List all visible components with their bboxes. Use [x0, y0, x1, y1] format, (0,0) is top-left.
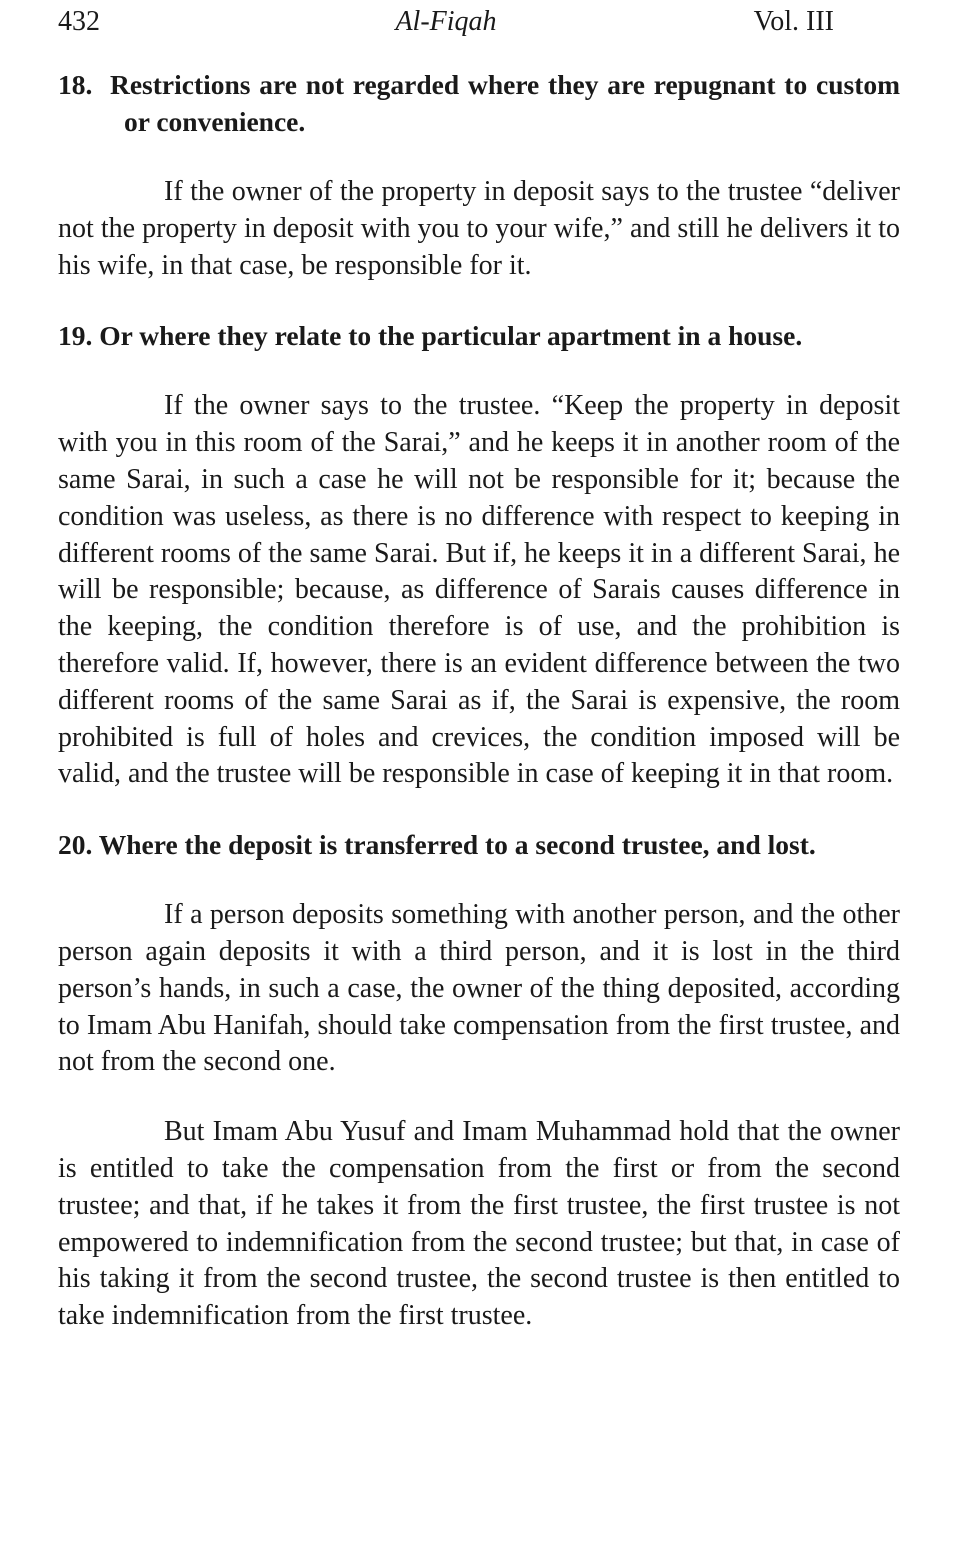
running-head	[58, 4, 834, 40]
paragraph: If a person deposits something with another person, and the other person again deposits it with a third person, and it is lost in the third person’s hands, in such a case, the owner of the thing deposited, according to Imam Abu Hanifah, should take compensation from the first trustee, and not from the second one.	[58, 899, 900, 1078]
paragraph: But Imam Abu Yusuf and Imam Muhammad hold that the owner is entitled to take the compensation from the first or from the second trustee; and that, if he takes it from the first trustee, the first trustee is not empowered to indemnification from the second trustee; but that, in case of his taking it from the second trustee, the second trustee is then entitled to take indemnification from the first trustee.	[58, 1116, 900, 1332]
section-number: 18.	[58, 69, 93, 100]
paragraph: If the owner of the property in deposit says to the trustee “deliver not the property in deposit with you to your wife,” and still he delivers it to his wife, in that case, be responsible for it.	[58, 176, 900, 281]
section-title: Or where they relate to the particular apartment in a house.	[99, 320, 803, 352]
section-number: 19.	[58, 320, 93, 352]
section-title: Restrictions are not regarded where they are repugnant to custom or convenience.	[109, 69, 901, 137]
section-heading-20	[58, 826, 900, 863]
page-number: 432	[58, 6, 100, 37]
page-body	[58, 66, 900, 1335]
volume-label: Vol. III	[753, 6, 834, 37]
paragraph: If the owner says to the trustee. “Keep the property in deposit with you in this room of the Sarai,” and he keeps it in another room of the same Sarai, in such a case he will not be responsible for it; because the condition was useless, as there is no difference with respect to keeping in different rooms of the same Sarai. But if, he keeps it in a different Sarai, he will be responsible; because, as difference of Sarais causes difference in the keeping, the condition therefore is of use, and the prohibition is therefore valid. If, however, there is an evident difference between the two different rooms of the same Sarai as if, the Sarai is expensive, the room prohibited is full of holes and crevices, the condition imposed will be valid, and the trustee will be responsible in case of keeping it in that room.	[58, 390, 900, 790]
section-heading-19	[58, 317, 924, 354]
section-number: 20.	[58, 829, 93, 861]
section-title: Where the deposit is transferred to a second trustee, and lost.	[98, 829, 816, 861]
section-heading-18	[58, 66, 900, 140]
book-title: Al-Fiqah	[395, 6, 497, 37]
